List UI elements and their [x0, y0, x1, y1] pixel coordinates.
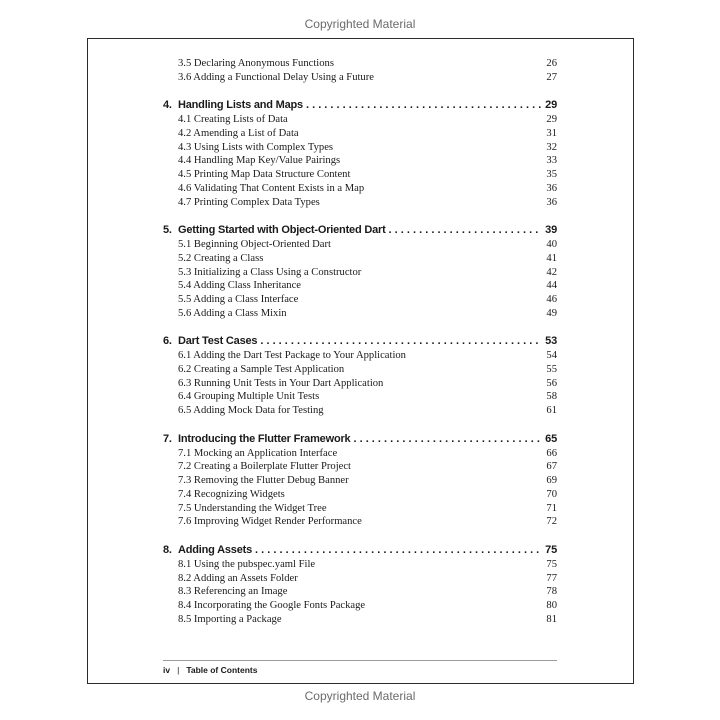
toc-entry-page: 61 [546, 405, 557, 417]
toc-entry[interactable] [163, 57, 557, 71]
toc-entry[interactable] [163, 71, 557, 85]
toc-entry-label: 6.5 Adding Mock Data for Testing [178, 405, 324, 417]
toc-entry-page: 31 [546, 128, 557, 140]
chapter-page: 53 [545, 335, 557, 348]
chapter-number: 7. [163, 432, 172, 445]
toc-chapter-heading[interactable] [163, 97, 557, 113]
toc-entry-label: 4.2 Amending a List of Data [178, 128, 299, 140]
toc-entry-label: 4.5 Printing Map Data Structure Content [178, 169, 351, 181]
chapter-page: 65 [545, 432, 557, 445]
toc-entry-label: 6.3 Running Unit Tests in Your Dart Application [178, 377, 384, 389]
toc-entry-page: 66 [546, 447, 557, 459]
toc-entry[interactable] [163, 307, 557, 321]
toc-entry-page: 41 [546, 252, 557, 264]
toc-chapter-block [163, 431, 557, 529]
footer-section-title: Table of Contents [186, 665, 258, 675]
toc-entry[interactable] [163, 558, 557, 572]
toc-entry-page: 55 [546, 364, 557, 375]
toc-entry[interactable] [163, 460, 557, 474]
toc-entry[interactable] [163, 141, 557, 155]
toc-entry[interactable] [163, 293, 557, 307]
toc-entry-label: 5.5 Adding a Class Interface [178, 293, 299, 305]
copyright-watermark-top: Copyrighted Material [304, 17, 416, 31]
toc-entry-label: 5.3 Initializing a Class Using a Constructor [178, 266, 362, 278]
toc-entry-page: 29 [546, 114, 557, 126]
toc-entry[interactable] [163, 599, 557, 613]
toc-entry[interactable] [163, 377, 557, 391]
toc-entry[interactable] [163, 515, 557, 529]
toc-entry-label: 8.2 Adding an Assets Folder [178, 572, 298, 584]
toc-entry-label: 8.5 Importing a Package [178, 613, 282, 625]
toc-entry[interactable] [163, 127, 557, 141]
toc-entry-label: 7.2 Creating a Boilerplate Flutter Project [178, 461, 351, 473]
toc-chapter-block [163, 333, 557, 417]
toc-entry-label: 5.6 Adding a Class Mixin [178, 307, 287, 319]
toc-entry-label: 4.1 Creating Lists of Data [178, 114, 288, 126]
toc-entry-label: 8.4 Incorporating the Google Fonts Package [178, 599, 366, 611]
toc-entry-page: 81 [546, 613, 557, 625]
dot-leader [255, 542, 542, 558]
toc-chapter-heading[interactable] [163, 431, 557, 447]
page-footer [163, 665, 257, 675]
chapter-page: 75 [545, 543, 557, 556]
toc-entry[interactable] [163, 585, 557, 599]
toc-entry-page: 78 [546, 586, 557, 598]
toc-entry-label: 8.1 Using the pubspec.yaml File [178, 558, 316, 570]
toc-entry-label: 6.4 Grouping Multiple Unit Tests [178, 391, 320, 403]
chapter-number: 4. [163, 99, 172, 112]
chapter-number: 8. [163, 543, 172, 556]
toc-entry-label: 8.3 Referencing an Image [178, 586, 288, 598]
toc-entry-page: 26 [546, 58, 557, 69]
toc-entry[interactable] [163, 404, 557, 418]
toc-entry-label: 5.2 Creating a Class [178, 252, 264, 264]
toc-entry-label: 4.6 Validating That Content Exists in a Map [178, 182, 365, 194]
toc-entry[interactable] [163, 502, 557, 516]
toc-entry[interactable] [163, 279, 557, 293]
toc-entry[interactable] [163, 613, 557, 627]
toc-entry[interactable] [163, 266, 557, 280]
toc-chapter-block [163, 542, 557, 626]
toc-entry-label: 5.4 Adding Class Inheritance [178, 280, 301, 292]
toc-entry-page: 44 [546, 280, 557, 292]
toc-entry[interactable] [163, 572, 557, 586]
toc-entry[interactable] [163, 113, 557, 127]
chapter-title: Introducing the Flutter Framework [178, 432, 351, 445]
chapter-title: Dart Test Cases [178, 335, 258, 348]
toc-entry-page: 33 [546, 155, 557, 167]
toc-entry-page: 56 [546, 377, 557, 389]
toc-entry-page: 58 [546, 391, 557, 403]
toc-entry[interactable] [163, 349, 557, 363]
toc-entry-label: 7.4 Recognizing Widgets [178, 488, 285, 500]
toc-entry[interactable] [163, 252, 557, 266]
toc-entry-page: 36 [546, 182, 557, 194]
toc-chapter-heading[interactable] [163, 542, 557, 558]
toc-entry-label: 3.5 Declaring Anonymous Functions [178, 58, 334, 69]
toc-entry-page: 46 [546, 293, 557, 305]
toc-entry[interactable] [163, 168, 557, 182]
table-of-contents [163, 57, 557, 626]
toc-entry[interactable] [163, 182, 557, 196]
toc-entry[interactable] [163, 474, 557, 488]
toc-entry-page: 40 [546, 239, 557, 251]
toc-entry-label: 7.1 Mocking an Application Interface [178, 447, 338, 459]
toc-entry-page: 80 [546, 599, 557, 611]
toc-entry-page: 67 [546, 461, 557, 473]
toc-entry-label: 7.5 Understanding the Widget Tree [178, 502, 327, 514]
toc-entry-label: 7.3 Removing the Flutter Debug Banner [178, 475, 349, 487]
toc-entry-label: 4.4 Handling Map Key/Value Pairings [178, 155, 341, 167]
toc-chapter-heading[interactable] [163, 333, 557, 349]
toc-entry-page: 32 [546, 141, 557, 153]
toc-entry-page: 71 [546, 502, 557, 514]
toc-entry-page: 49 [546, 307, 557, 319]
toc-entry-page: 36 [546, 196, 557, 208]
footer-separator: | [177, 665, 180, 675]
chapter-number: 5. [163, 224, 172, 237]
toc-entry-page: 42 [546, 266, 557, 278]
toc-chapter-block [163, 222, 557, 320]
dot-leader [353, 431, 542, 447]
toc-leading-entries [163, 57, 557, 84]
toc-entry[interactable] [163, 390, 557, 404]
chapter-number: 6. [163, 335, 172, 348]
toc-entry-label: 6.1 Adding the Dart Test Package to Your Application [178, 350, 406, 362]
toc-entry-label: 6.2 Creating a Sample Test Application [178, 364, 345, 375]
chapter-page: 39 [545, 224, 557, 237]
toc-entry-label: 7.6 Improving Widget Render Performance [178, 516, 362, 528]
chapter-title: Handling Lists and Maps [178, 99, 303, 112]
toc-entry-page: 69 [546, 475, 557, 487]
dot-leader [260, 333, 542, 349]
toc-entry-page: 77 [546, 572, 557, 584]
toc-entry-label: 3.6 Adding a Functional Delay Using a Future [178, 71, 374, 83]
toc-entry-label: 4.3 Using Lists with Complex Types [178, 141, 334, 153]
chapter-title: Getting Started with Object-Oriented Dart [178, 224, 386, 237]
toc-entry[interactable] [163, 154, 557, 168]
copyright-watermark-bottom: Copyrighted Material [304, 689, 416, 703]
toc-entry[interactable] [163, 363, 557, 377]
toc-chapter-heading[interactable] [163, 222, 557, 238]
chapter-title: Adding Assets [178, 543, 253, 556]
toc-entry[interactable] [163, 238, 557, 252]
toc-entry-page: 72 [546, 516, 557, 528]
toc-entry-page: 75 [546, 558, 557, 570]
footer-page-number: iv [163, 665, 171, 675]
toc-entry-page: 54 [546, 350, 557, 362]
toc-entry-label: 5.1 Beginning Object-Oriented Dart [178, 239, 331, 251]
footer-divider [163, 660, 557, 661]
toc-entry-page: 27 [546, 71, 557, 83]
dot-leader [306, 97, 542, 113]
toc-entry[interactable] [163, 447, 557, 461]
toc-entry-label: 4.7 Printing Complex Data Types [178, 196, 320, 208]
dot-leader [389, 222, 543, 238]
toc-entry-page: 35 [546, 169, 557, 181]
chapter-page: 29 [545, 99, 557, 112]
toc-entry[interactable] [163, 196, 557, 210]
toc-chapters [163, 97, 557, 626]
toc-entry-page: 70 [546, 488, 557, 500]
toc-chapter-block [163, 97, 557, 209]
toc-entry[interactable] [163, 488, 557, 502]
